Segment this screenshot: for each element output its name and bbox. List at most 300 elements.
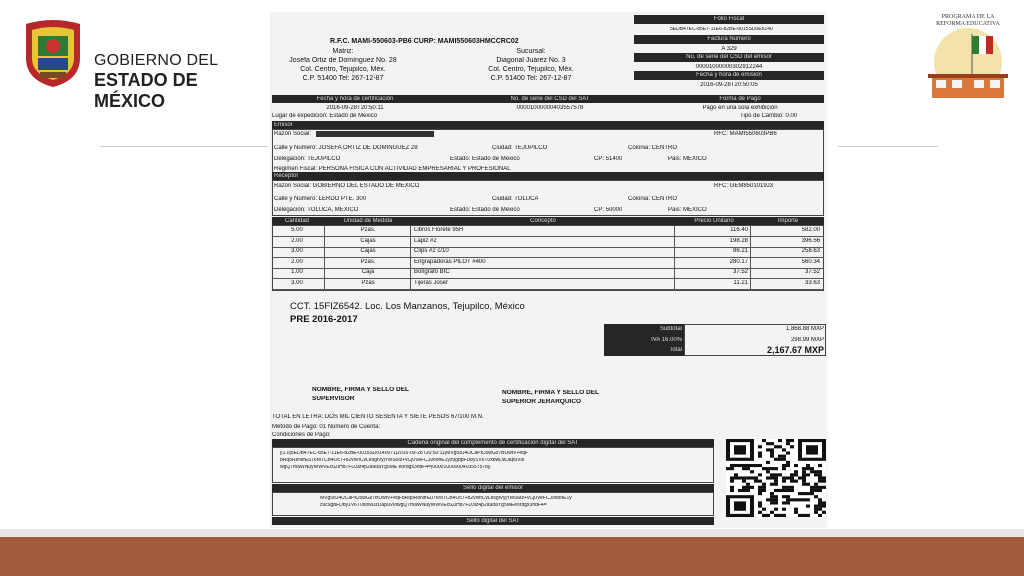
qr-finder [734,501,746,510]
qr-module [818,514,822,517]
qr-module [762,514,766,517]
item-cell: Lapiz #2 [414,237,437,244]
qr-module [758,464,762,467]
sello-l1: MVg58J4UCaPkJ5wGz7BUwtV+eqFbRqoR8NfrEu76r87CB4Oc7+82vWfCvLesgiVyjYMS6tz+vCj0VeFCJ9oonE1y [320,496,572,501]
qr-module [770,501,774,504]
qr-module [818,489,822,492]
qr-module [794,511,798,514]
qr-module [822,480,826,483]
qr-module [746,489,750,492]
qr-module [758,492,762,495]
items-header-cantidad: Cantidad [284,218,310,224]
qr-module [782,501,786,504]
qr-module [794,498,798,501]
item-cell: 86.21 [732,248,748,255]
qr-module [746,467,750,470]
qr-module [814,483,818,486]
qr-module [818,508,822,511]
qr-module [762,489,766,492]
item-cell: 582.00 [801,227,820,233]
qr-module [758,451,762,454]
qr-module [774,480,778,483]
receptor-rfc: RFC: GEM8501019J3 [714,183,774,189]
qr-module [774,501,778,504]
qr-module [734,476,738,479]
qr-module [810,489,814,492]
factura-label: Factura Número [707,36,751,42]
qr-module [778,473,782,476]
item-cell: Libros Florete 95H [414,227,464,233]
qr-module [774,467,778,470]
qr-module [802,473,806,476]
qr-module [782,508,786,511]
qr-module [782,448,786,451]
qr-module [790,486,794,489]
receptor-cp: CP: 50000 [594,207,623,213]
qr-module [774,514,778,517]
qr-module [818,501,822,504]
gobierno-logo [22,18,272,111]
qr-module [782,480,786,483]
qr-module [750,464,754,467]
qr-module [814,470,818,473]
qr-module [798,498,802,501]
qr-module [758,486,762,489]
qr-module [814,508,818,511]
qr-module [802,483,806,486]
qr-module [822,505,826,508]
receptor-razon: Razón Social: GOBIERNO DEL ESTADO DE MEXICO [274,183,420,189]
divider-left [100,146,268,147]
qr-module [786,489,790,492]
qr-module [766,442,770,445]
qr-module [818,464,822,467]
qr-module [806,505,810,508]
qr-module [790,445,794,448]
reforma-logo [926,12,1010,104]
qr-module [778,458,782,461]
qr-module [774,473,778,476]
qr-module [770,442,774,445]
emisor-delegacion: Delegación: TEJUPILCO [274,156,341,162]
qr-module [738,489,742,492]
sucursal-l3: C.P. 51400 Tel: 267-12-87 [490,75,572,82]
qr-module [818,486,822,489]
qr-module [806,467,810,470]
qr-module [802,470,806,473]
qr-module [770,473,774,476]
emisor-estado: Estado: Estado de Mexico [450,156,520,162]
qr-module [794,464,798,467]
item-cell: 3.00 [291,280,303,286]
qr-finder [806,445,818,454]
gobierno-line1: GOBIERNO DEL [94,52,219,69]
qr-module [730,464,734,467]
item-col-line [674,225,675,291]
csd-emisor-label: No. de serie del CSD del emisor [686,54,772,60]
items-header-precio: Precio Unitario [694,218,734,224]
qr-module [742,464,746,467]
item-col-line [750,225,751,291]
qr-module [758,473,762,476]
item-cell: 11.21 [733,280,748,286]
qr-module [782,455,786,458]
qr-module [770,451,774,454]
qr-module [742,476,746,479]
fecha-emision: 2016-09-28T20:50:05 [700,82,758,88]
qr-module [742,489,746,492]
sucursal-l1: Diagonal Juárez No. 3 [496,57,566,64]
total-value: 298.99 MXP [790,336,824,343]
qr-module [810,467,814,470]
qr-module [758,489,762,492]
receptor-colonia: Colonia: CENTRO [628,196,678,202]
qr-module [786,442,790,445]
qr-module [814,495,818,498]
firma1-l1: NOMBRE, FIRMA Y SELLO DEL [312,387,410,393]
total-label: Total [669,347,682,353]
qr-module [738,476,742,479]
qr-module [758,455,762,458]
qr-module [742,480,746,483]
qr-module [810,492,814,495]
qr-module [794,470,798,473]
qr-module [802,476,806,479]
qr-module [762,467,766,470]
emisor-label: Emisor [274,122,293,128]
qr-module [758,511,762,514]
lugar-expedicion: Lugar de expedición: Estado de Mexico [272,113,378,119]
qr-module [790,476,794,479]
cert-header-fecha: Fecha y hora de certificación [316,96,394,102]
qr-module [782,467,786,470]
receptor-estado: Estado: Estado de Mexico [450,207,520,213]
qr-module [790,498,794,501]
firma2-l1: NOMBRE, FIRMA Y SELLO DEL [502,390,600,396]
receptor-label: Receptor [274,173,299,179]
emisor-regimen: Regimen Fiscal: PERSONA FISICA CON ACTIVIDAD EMPRESARIAL Y PROFESIONAL [274,166,511,172]
qr-module [818,476,822,479]
item-cell: 258.63 [801,248,820,255]
qr-module [810,470,814,473]
item-cell: 37.52 [804,269,820,276]
item-cell: Clips #2 c/10 [414,248,449,255]
receptor-ciudad: Ciudad: TOLUCA [492,196,539,202]
qr-module [786,439,790,442]
reforma-line1: PROGRAMA DE LA [941,14,995,20]
qr-module [754,476,758,479]
qr-module [746,476,750,479]
item-cell: Pzas. [360,227,376,233]
qr-module [778,489,782,492]
qr-module [774,445,778,448]
sello-emisor-label: Sello digital del emisor [462,485,524,491]
qr-module [774,495,778,498]
qr-module [766,470,770,473]
qr-module [766,448,770,451]
item-cell: 3.00 [291,248,303,255]
item-cell: 37.52 [732,269,748,276]
item-cell: 2.00 [291,237,303,244]
qr-module [766,461,770,464]
emisor-pais: Pais: MEXICO [668,156,707,162]
qr-module [762,439,766,442]
matriz-l3: C.P. 51400 Tel: 267-12-87 [302,75,384,82]
qr-module [814,489,818,492]
qr-module [754,464,758,467]
gobierno-line2: ESTADO DE MÉXICO [94,70,198,111]
item-cell: 280.17 [729,258,748,265]
qr-module [802,514,806,517]
qr-module [770,492,774,495]
qr-module [782,476,786,479]
qr-module [806,464,810,467]
qr-module [782,464,786,467]
qr-module [782,486,786,489]
qr-module [758,445,762,448]
total-label: IVA 16.00% [651,336,682,343]
emisor-colonia: Colonia: CENTRO [628,145,678,151]
qr-module [730,489,734,492]
firma2-l2: SUPERIOR JERÁRQUICO [502,399,582,405]
qr-module [750,470,754,473]
total-value: 1,868.88 MXP [785,326,824,332]
qr-module [782,514,786,517]
receptor-delegacion: Delegación: TOLUCA, MEXICO [274,207,359,213]
qr-module [786,486,790,489]
qr-module [726,467,730,470]
qr-finder [734,445,746,454]
qr-module [818,480,822,483]
cadena-label: Cadena original del complemento de certificación digital del SAT [407,440,579,446]
qr-module [770,467,774,470]
qr-module [822,486,826,489]
qr-module [806,473,810,476]
qr-module [818,473,822,476]
item-cell: Bolígrafo BIC [414,269,450,276]
tipo-cambio: Tipo de Cambio: 0.00 [740,113,798,119]
qr-module [810,486,814,489]
sello-l2: z9c9gbFDby1V6T0x8wDzDapuVlowgQ7maWNuyWWVEc6ZiHd7FD3lz4p2a9daYg5MEeordgx3hdF4= [320,503,547,508]
qr-module [822,501,826,504]
qr-module [730,476,734,479]
item-cell: Cajas [360,237,376,244]
emisor-calle: Calle y Número: JOSEFA ORTIZ DE DOMINGUEZ 28 [274,145,418,151]
qr-module [746,486,750,489]
cert-header-forma: Forma de Pago [719,96,761,102]
item-cell: Tijeras Joser [414,280,449,286]
cert-header-csd: No. de serie del CSD del SAT [510,96,590,102]
qr-module [766,498,770,501]
qr-module [758,501,762,504]
qr-module [730,480,734,483]
cert-forma: Pago en una sola exhibición [702,105,778,111]
qr-module [770,495,774,498]
qr-module [806,492,810,495]
qr-module [786,464,790,467]
qr-module [762,483,766,486]
footer-bar [0,537,1024,576]
qr-module [770,498,774,501]
qr-module [786,451,790,454]
qr-module [786,498,790,501]
item-cell: 396.56 [801,237,820,244]
total-value: 2,167.67 MXP [766,346,824,355]
qr-module [774,489,778,492]
qr-module [778,514,782,517]
qr-module [774,458,778,461]
total-label: Subtotal [659,326,682,332]
qr-module [814,473,818,476]
qr-module [822,476,826,479]
matriz-l2: Col. Centro, Tejupilco, Méx. [300,66,386,73]
qr-module [786,495,790,498]
qr-module [814,505,818,508]
qr-module [802,467,806,470]
folio-fiscal-label: Folio Fiscal [713,16,745,22]
qr-module [790,480,794,483]
csd-emisor: 00001000000302912244 [695,64,763,70]
cert-fecha: 2016-09-28T20:50:11 [326,105,384,111]
emisor-ciudad: Ciudad: TEJUPILCO [492,145,548,151]
item-cell: 33.63 [804,280,820,286]
qr-module [782,458,786,461]
qr-module [738,464,742,467]
qr-module [798,476,802,479]
qr-module [806,514,810,517]
total-en-letra: TOTAL EN LETRA: DOS MIL CIENTO SESENTA Y SIETE PESOS 67/100 M.N. [272,414,484,420]
cadena-l2: bRqoR8NfrEu76r87CB4Oc7+82vWfCvLesgiVyjYMS6tz+vCj0VeFCJ9oonE1yz9gbpFDby1V6T0x8wDzDapuVlo [280,458,525,463]
item-cell: Engrapadoras PILOT #400 [414,258,486,265]
items-header-concepto: Concepto [530,218,556,224]
qr-module [778,439,782,442]
qr-module [774,476,778,479]
divider-right [838,146,938,147]
item-col-line [410,225,411,291]
qr-code-icon [726,439,826,517]
sello-sat-label: Sello digital del SAT [466,518,520,524]
qr-module [734,464,738,467]
qr-module [802,480,806,483]
condiciones-pago: Condiciones de Pago: [272,432,331,438]
qr-module [782,495,786,498]
qr-module [786,501,790,504]
item-cell: 1.00 [291,269,303,276]
qr-module [790,473,794,476]
qr-module [766,467,770,470]
metodo-pago: Método de Pago: 01 Número de Cuenta: [272,424,381,430]
scanned-invoice [270,12,827,528]
qr-module [750,476,754,479]
item-cell: 5.00 [291,227,303,233]
qr-module [730,467,734,470]
receptor-calle: Calle y Número: LERDO PTE. 300 [274,196,367,202]
qr-module [754,480,758,483]
cct-line: CCT. 15FIZ6542. Loc. Los Manzanos, Tejupilco, México [290,302,525,312]
qr-module [742,467,746,470]
qr-module [778,445,782,448]
item-cell: 2.00 [291,258,303,265]
item-row-line [272,289,824,290]
qr-module [734,473,738,476]
qr-module [730,486,734,489]
qr-module [782,489,786,492]
sucursal-title: Sucursal: [516,48,546,55]
emisor-rfc: RFC: MAMI550603PB6 [714,131,777,137]
qr-module [750,486,754,489]
qr-module [778,455,782,458]
qr-module [794,508,798,511]
reforma-line2: REFORMA EDUCATIVA [936,21,1000,27]
qr-module [762,508,766,511]
item-cell: Pzas [361,280,375,286]
emisor-razon: Razón Social: [274,131,312,137]
cadena-l3: wgQ7maWNuyWWVEc6ZiHd7FD3lz4p2a9daYg5ME eordgx3hdF4=|00001000000403557578|| [280,465,491,470]
redacted-bar [316,131,434,137]
item-cell: Caja [361,269,375,276]
qr-module [814,511,818,514]
qr-module [774,498,778,501]
factura-number: A 329 [721,46,737,52]
qr-module [746,464,750,467]
school-flag-icon [928,28,1008,102]
qr-module [786,476,790,479]
coat-of-arms-icon [22,18,84,88]
item-cell: Cajas [360,248,376,255]
qr-module [746,483,750,486]
pre-line: PRE 2016-2017 [290,315,358,325]
qr-module [770,483,774,486]
footer-band [0,529,1024,537]
qr-module [818,470,822,473]
qr-module [758,505,762,508]
qr-module [774,483,778,486]
qr-module [802,492,806,495]
rfc-line: R.F.C. MAMI-550603-PB6 CURP: MAMI550603HMCCRC02 [330,38,519,45]
sucursal-l2: Col. Centro, Tejupilco, Méx. [488,66,574,73]
qr-module [814,486,818,489]
qr-module [798,514,802,517]
qr-module [794,480,798,483]
qr-module [794,473,798,476]
item-cell: 198.28 [729,237,748,244]
qr-module [818,505,822,508]
cadena-l1: ||1.0|5EDB47EC-85E7-11E6-82BE-0015SD0140071|2016-09-28T20:50:11|MVg58J4UCaPkJ5wGz7BUwtV+eqF [280,451,528,456]
cert-csd: 00001000000403557578 [516,105,584,111]
qr-module [802,498,806,501]
fecha-emision-label: Fecha y hora de emisión [696,72,762,78]
qr-module [770,448,774,451]
receptor-pais: Pais: MEXICO [668,207,707,213]
qr-module [770,476,774,479]
item-cell: 560.34 [801,258,820,265]
qr-module [774,508,778,511]
qr-module [766,476,770,479]
items-header-unidad: Unidad de Medida [343,218,393,224]
qr-module [762,486,766,489]
qr-module [742,486,746,489]
qr-module [786,461,790,464]
qr-module [798,492,802,495]
qr-module [806,498,810,501]
qr-module [790,439,794,442]
qr-module [770,455,774,458]
matriz-l1: Josefa Ortiz de Domínguez No. 28 [289,57,397,64]
item-cell: 116.40 [730,227,748,233]
qr-module [790,489,794,492]
emisor-cp: CP: 51400 [594,156,623,162]
item-cell: Pzas. [360,258,376,265]
